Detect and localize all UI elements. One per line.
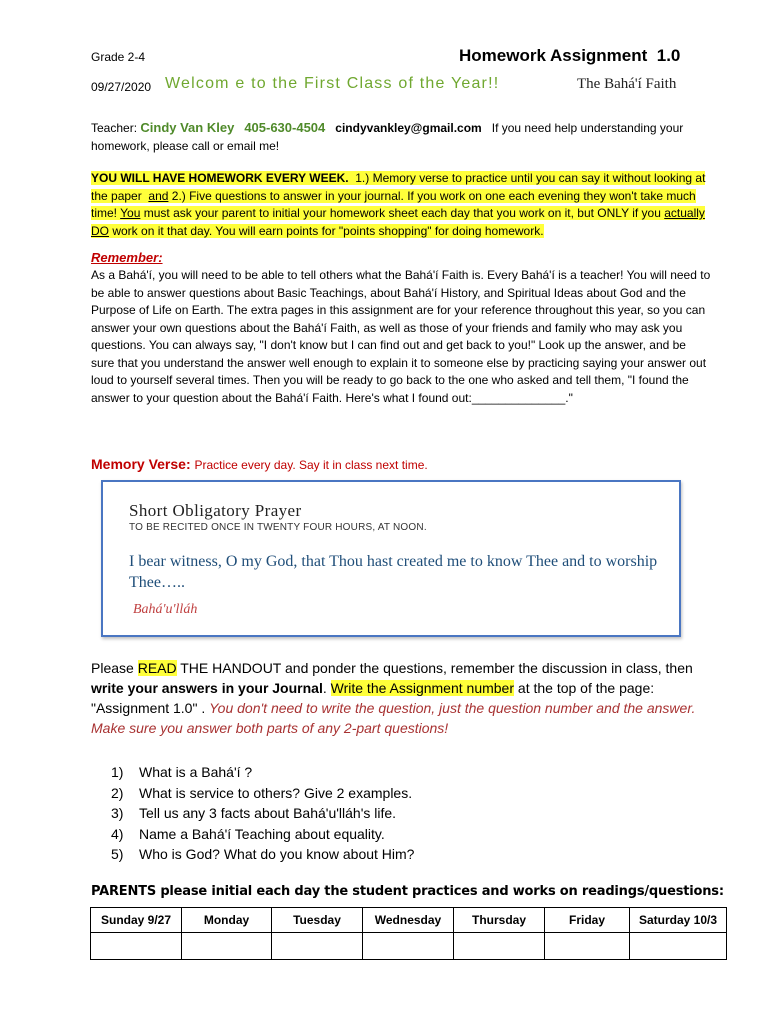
memory-verse-note: Practice every day. Say it in class next time. <box>194 458 428 472</box>
homework-notice-t2: 2.) Five questions to answer in your journal. If you work on one each evening they won't take much time! <box>91 188 696 220</box>
teacher-label: Teacher: <box>91 121 138 135</box>
list-item <box>111 803 414 824</box>
teacher-phone: 405-630-4504 <box>244 120 326 135</box>
initial-cell[interactable] <box>630 933 727 960</box>
initial-cell[interactable] <box>454 933 545 960</box>
initial-cell[interactable] <box>182 933 272 960</box>
instr-p4: at the top of the page: "Assignment 1.0" . <box>91 680 655 716</box>
teacher-info <box>91 119 711 155</box>
table-header-row <box>91 908 727 933</box>
instr-read: READ <box>137 660 177 676</box>
remember-paragraph: As a Bahá'í, you will need to be able to tell others what the Bahá'í Faith is. Every Bahá'í is a teacher! You will need to be able to answer questions about Basic Teachings, about Bahá'í History, and Spiritual Ideas about God and the Purpose of Life on Earth. The extra pages in this assignment are for your reference throughout this year, so you can answer your own questions about the Bahá'í Faith, as well as those of your friends and family who may ask you questions. You can always say, "I don't know but I can find out and get back to you!" Look up the answer, and be sure that you understand the answer well enough to explain it to someone else by practicing saying your answer out loud to yourself several times. Then you will be ready to go back to the one who asked and tell them, "I found the answer to your question about the Bahá'í Faith. Here's what I found out:______________." <box>91 268 711 405</box>
list-item <box>111 762 414 783</box>
list-item <box>111 783 414 804</box>
remember-heading: Remember: <box>91 250 163 265</box>
question-text: Who is God? What do you know about Him? <box>139 846 415 862</box>
list-item <box>111 824 414 845</box>
homework-notice-t4: work on it that day. You will earn points for "points shopping" for doing homework. <box>112 223 544 238</box>
question-number: 5) <box>111 846 124 862</box>
instr-p3: . <box>322 680 327 696</box>
question-number: 2) <box>111 784 124 801</box>
prayer-box <box>101 480 681 637</box>
welcome-heading: Welcom e to the First Class of the Year!! <box>165 75 500 92</box>
homework-notice-t3: must ask your parent to initial your homework sheet each day that you work on it, but ONLY if you <box>143 206 661 220</box>
day-header: Thursday <box>454 908 545 933</box>
assignment-title: Homework Assignment 1.0 <box>459 46 681 65</box>
teacher-help-text-2: your homework, please call or email me! <box>91 121 684 153</box>
grade-label: Grade 2-4 <box>91 50 146 64</box>
homework-notice-actually: actually DO <box>91 206 705 238</box>
question-list <box>111 762 414 865</box>
question-number: 3) <box>111 805 124 821</box>
question-text: Tell us any 3 facts about Bahá'u'lláh's life. <box>139 805 397 821</box>
instr-bold: write your answers in your Journal <box>91 680 323 696</box>
instr-p2: THE HANDOUT and ponder the questions, remember the discussion in class, then <box>180 660 693 676</box>
prayer-subtitle: TO BE RECITED ONCE IN TWENTY FOUR HOURS, AT NOON. <box>129 522 427 533</box>
day-header: Wednesday <box>363 908 454 933</box>
homework-notice <box>91 170 711 240</box>
homework-notice-bold: YOU WILL HAVE HOMEWORK EVERY WEEK. <box>91 171 349 185</box>
prayer-text: I bear witness, O my God, that Thou hast created me to know Thee and to worship Thee….. <box>129 553 658 591</box>
instr-highlight: Write the Assignment number <box>330 680 515 696</box>
initial-cell[interactable] <box>363 933 454 960</box>
prayer-author: Bahá'u'lláh <box>133 602 198 617</box>
homework-notice-you: You <box>120 206 141 220</box>
day-header: Tuesday <box>272 908 363 933</box>
teacher-name: Cindy Van Kley <box>140 120 235 135</box>
question-number: 1) <box>111 764 124 780</box>
prayer-title: Short Obligatory Prayer <box>129 501 302 520</box>
instructions-paragraph <box>91 658 711 738</box>
question-text: What is service to others? Give 2 examples. <box>139 784 413 801</box>
day-header: Saturday 10/3 <box>630 908 727 933</box>
initial-cell[interactable] <box>91 933 182 960</box>
parents-note: PARENTS please initial each day the student practices and works on readings/questions: <box>91 884 724 899</box>
instr-p1: Please <box>91 660 134 676</box>
list-item <box>111 844 414 865</box>
date-label: 09/27/2020 <box>91 80 152 94</box>
question-text: Name a Bahá'í Teaching about equality. <box>139 825 385 842</box>
initial-cell[interactable] <box>545 933 630 960</box>
question-number: 4) <box>111 825 124 842</box>
memory-verse-title: Memory Verse: <box>91 456 191 472</box>
teacher-email: cindyvankley@gmail.com <box>335 121 482 135</box>
day-header: Friday <box>545 908 630 933</box>
homework-notice-t1: 1.) Memory verse to practice until you can say it without looking at the paper <box>91 171 706 203</box>
faith-label: The Bahá'í Faith <box>577 76 677 92</box>
day-header: Monday <box>182 908 272 933</box>
day-header: Sunday 9/27 <box>91 908 182 933</box>
memory-verse-line <box>91 456 428 472</box>
teacher-help-text: If you need help understanding <box>491 121 657 135</box>
question-text: What is a Bahá'í ? <box>139 764 253 780</box>
initials-table <box>90 907 727 960</box>
table-row <box>91 933 727 960</box>
homework-notice-and: and <box>148 188 169 203</box>
initial-cell[interactable] <box>272 933 363 960</box>
instr-red: You don't need to write the question, just the question number and the answer. Make sure you answer both parts of any 2-part questions! <box>91 700 696 736</box>
